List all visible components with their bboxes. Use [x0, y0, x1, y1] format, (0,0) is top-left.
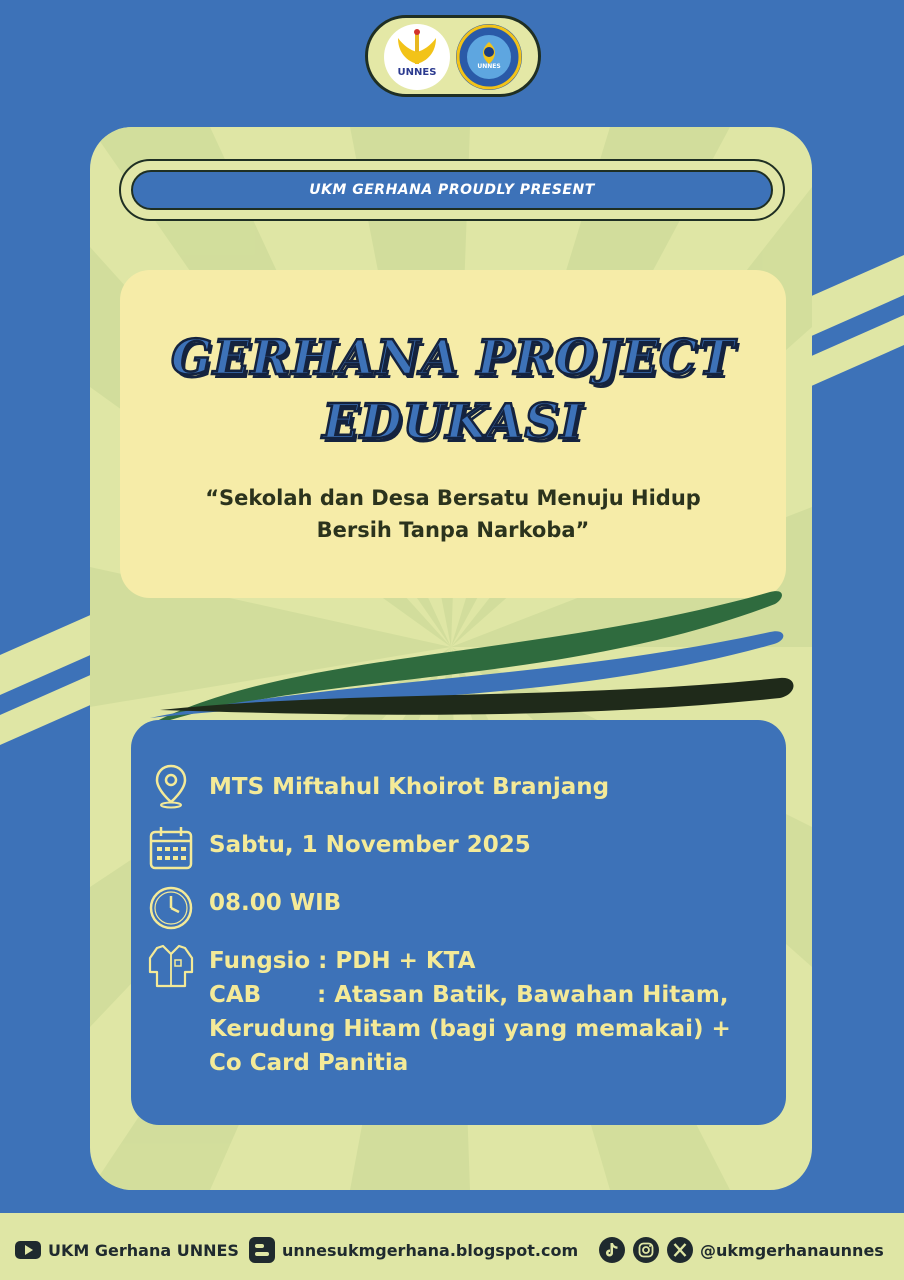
- blog-link[interactable]: [248, 1235, 578, 1265]
- dress-cab-value: : Atasan Batik, Bawahan Hitam,: [317, 982, 729, 1008]
- clock-icon: [147, 884, 195, 932]
- dress-fungsio-label: Fungsio: [209, 948, 311, 974]
- dress-code-line2: [209, 978, 729, 1012]
- dress-cab-label: CAB: [209, 982, 262, 1008]
- youtube-link[interactable]: [14, 1235, 239, 1265]
- tiktok-icon[interactable]: [598, 1236, 626, 1264]
- location-text: MTS Miftahul Khoirot Branjang: [209, 774, 610, 800]
- present-banner: [119, 159, 785, 221]
- decorative-waves: [130, 570, 810, 740]
- unnes-emblem-icon: [384, 24, 450, 90]
- present-text: UKM GERHANA PROUDLY PRESENT: [309, 182, 595, 198]
- youtube-icon: [14, 1236, 42, 1264]
- gerhana-logo: [456, 24, 522, 90]
- calendar-icon: [147, 824, 195, 872]
- event-details: [131, 720, 786, 1125]
- instagram-icon[interactable]: [632, 1236, 660, 1264]
- event-tagline: [150, 482, 756, 546]
- blog-url: unnesukmgerhana.blogspot.com: [282, 1240, 579, 1260]
- title-box: [120, 270, 786, 598]
- youtube-channel-name: UKM Gerhana UNNES: [48, 1240, 239, 1260]
- dress-code-line1: [209, 944, 475, 978]
- date-text: Sabtu, 1 November 2025: [209, 832, 531, 858]
- unnes-logo-label: UNNES: [397, 67, 437, 78]
- logo-pill: [365, 15, 541, 97]
- tagline-line2: Bersih Tanpa Narkoba”: [316, 518, 590, 542]
- present-banner-inner: [131, 170, 773, 210]
- dress-fungsio-value: : PDH + KTA: [318, 948, 476, 974]
- time-text: 08.00 WIB: [209, 890, 342, 916]
- event-title-line2: EDUKASI: [322, 394, 584, 450]
- social-links: [598, 1235, 884, 1265]
- footer-bar: [0, 1213, 904, 1280]
- dress-code-line4: Co Card Panitia: [209, 1050, 409, 1076]
- shirt-icon: [147, 942, 195, 990]
- x-icon[interactable]: [666, 1236, 694, 1264]
- blogger-icon: [248, 1236, 276, 1264]
- dress-code-line3: Kerudung Hitam (bagi yang memakai) +: [209, 1016, 731, 1042]
- event-title-line1: GERHANA PROJECT: [171, 330, 735, 386]
- unnes-logo: [384, 24, 450, 90]
- gerhana-logo-label: UNNES: [477, 63, 501, 70]
- gerhana-emblem-icon: [456, 24, 522, 90]
- social-handle: @ukmgerhanaunnes: [700, 1240, 884, 1260]
- tagline-line1: “Sekolah dan Desa Bersatu Menuju Hidup: [205, 486, 701, 510]
- location-pin-icon: [147, 762, 195, 810]
